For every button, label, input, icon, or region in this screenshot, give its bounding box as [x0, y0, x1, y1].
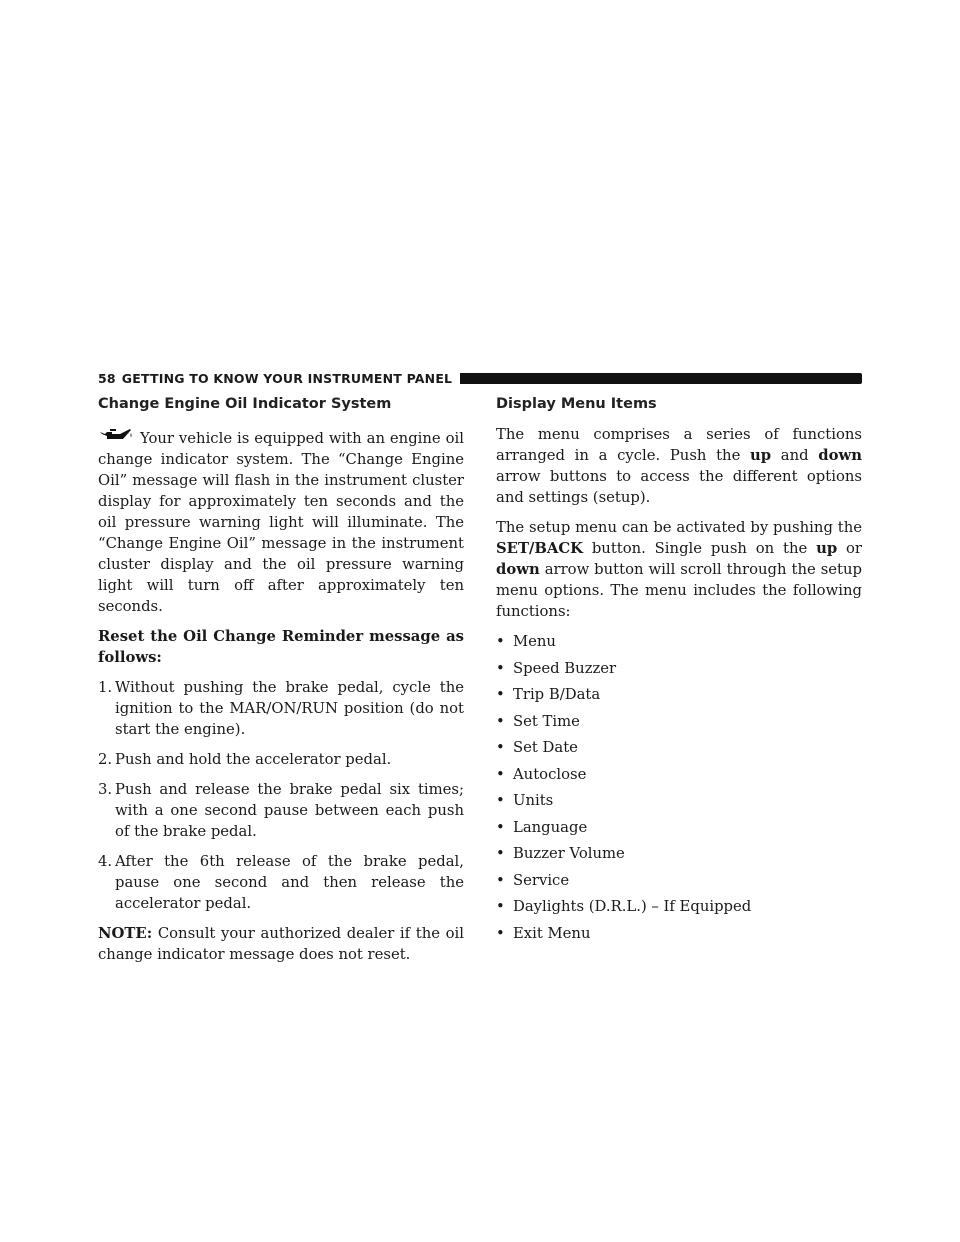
bullet-icon: • [496, 633, 505, 650]
left-column [98, 394, 464, 974]
list-item [496, 764, 862, 785]
menu-intro-paragraph [496, 424, 862, 508]
bullet-icon: • [496, 765, 505, 783]
menu-item-label: Trip B/Data [513, 686, 601, 703]
intro-text: Your vehicle is equipped with an engine oil change indicator system. The “Change Engine Oil” message will flash in the instrument cluster display for approximately ten seconds and the oil pressure warning light will illuminate. The “Change Engine Oil” message in the instrument cluster display and the oil pressure warning light will turn off after approximately ten seconds. [98, 430, 464, 615]
setback-keyword: SET/BACK [496, 540, 584, 557]
setup-paragraph [496, 517, 862, 622]
down-keyword: down [818, 447, 862, 464]
menu-item-label: Set Time [513, 712, 580, 730]
oil-indicator-heading: Change Engine Oil Indicator System [98, 396, 392, 412]
page-header [98, 370, 862, 386]
list-item [496, 817, 862, 838]
list-item [98, 779, 464, 842]
note-paragraph [98, 923, 464, 965]
step-number: 4. [98, 853, 113, 870]
page-number: 58 [98, 370, 116, 386]
up-keyword: up [816, 540, 838, 557]
step-text: Without pushing the brake pedal, cycle the ignition to the MAR/ON/RUN position (do not start the engine). [115, 679, 464, 738]
menu-item-label: Service [513, 871, 570, 889]
bullet-icon: • [496, 686, 505, 703]
list-item [496, 711, 862, 732]
bullet-icon: • [496, 845, 505, 862]
menu-item-label: Buzzer Volume [513, 845, 625, 862]
list-item [496, 843, 862, 864]
bullet-icon: • [496, 659, 505, 677]
list-item [98, 677, 464, 740]
or-text: or [845, 540, 862, 557]
reset-heading: Reset the Oil Change Reminder message as follows: [98, 628, 464, 666]
bullet-icon: • [496, 924, 505, 942]
section-title: GETTING TO KNOW YOUR INSTRUMENT PANEL [121, 370, 453, 386]
menu-item-label: Speed Buzzer [513, 659, 617, 677]
note-label: NOTE: [98, 925, 153, 942]
bullet-icon: • [496, 898, 505, 915]
bullet-icon: • [496, 739, 505, 756]
list-item [98, 851, 464, 914]
display-menu-heading: Display Menu Items [496, 396, 657, 412]
step-text: Push and hold the accelerator pedal. [115, 751, 392, 768]
bullet-icon: • [496, 712, 505, 730]
menu-functions-list [496, 631, 862, 944]
bullet-icon: • [496, 792, 505, 809]
step-text: After the 6th release of the brake pedal, pause one second and then release the accelerator pedal. [115, 853, 464, 912]
down-keyword: down [496, 561, 540, 578]
list-item [496, 658, 862, 679]
list-item [496, 790, 862, 811]
step-text: Push and release the brake pedal six times; with a one second pause between each push of the brake pedal. [115, 781, 464, 840]
menu-item-label: Language [513, 818, 588, 836]
oil-indicator-intro [98, 428, 464, 617]
list-item [98, 749, 464, 770]
bullet-icon: • [496, 871, 505, 889]
list-item [496, 737, 862, 758]
setup-text-mid: button. Single push on the [591, 540, 808, 557]
bullet-icon: • [496, 818, 505, 836]
header-rule [460, 373, 862, 384]
step-number: 3. [98, 781, 113, 798]
menu-item-label: Autoclose [513, 765, 587, 783]
list-item [496, 684, 862, 705]
list-item [496, 923, 862, 944]
step-number: 1. [98, 679, 113, 696]
menu-intro-text-end: arrow buttons to access the different options and settings (setup). [496, 468, 862, 506]
up-keyword: up [750, 447, 772, 464]
setup-text-end: arrow button will scroll through the setup menu options. The menu includes the following functions: [496, 561, 862, 620]
right-column [496, 394, 862, 949]
menu-intro-text: The menu comprises a series of functions arranged in a cycle. Push the [496, 426, 862, 464]
menu-item-label: Menu [513, 633, 556, 650]
step-number: 2. [98, 751, 113, 768]
menu-item-label: Daylights (D.R.L.) – If Equipped [513, 898, 752, 915]
menu-item-label: Set Date [513, 739, 578, 756]
reset-steps-list [98, 677, 464, 914]
setup-text: The setup menu can be activated by pushing the [496, 519, 862, 536]
oil-can-icon [98, 428, 134, 444]
list-item [496, 870, 862, 891]
menu-item-label: Exit Menu [513, 924, 591, 942]
menu-item-label: Units [513, 792, 554, 809]
list-item [496, 631, 862, 652]
note-text: Consult your authorized dealer if the oil change indicator message does not reset. [98, 925, 464, 963]
and-text: and [780, 447, 809, 464]
list-item [496, 896, 862, 917]
